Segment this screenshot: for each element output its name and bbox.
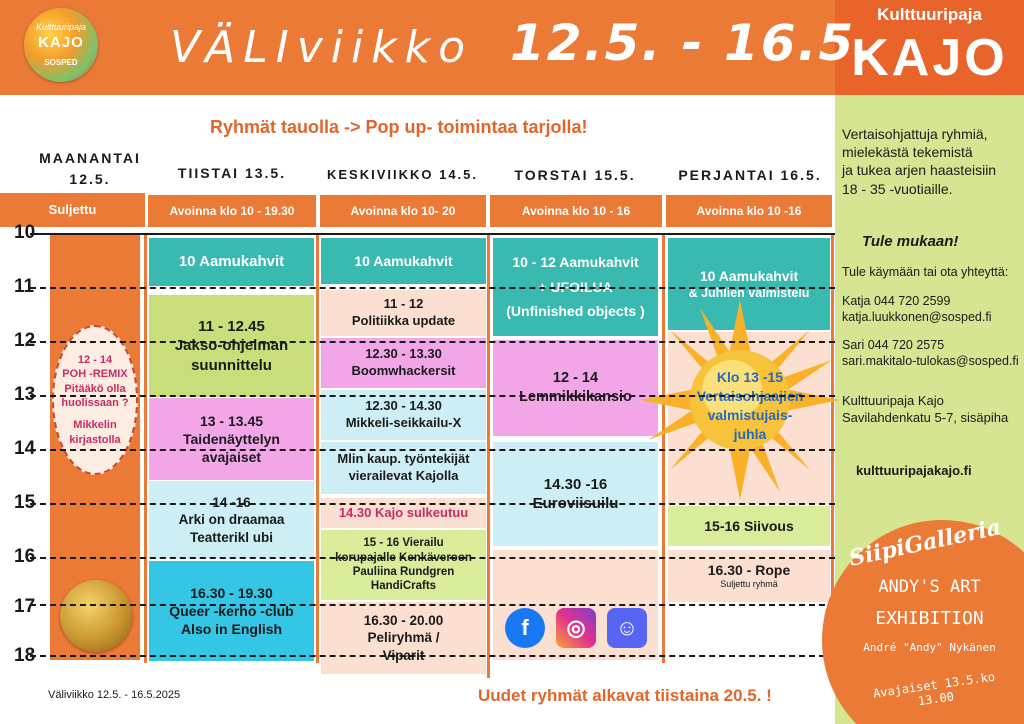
- event-tue-jakso: [149, 295, 314, 397]
- hour-line: [30, 287, 835, 289]
- intro-line: 18 - 35 -vuotiaille.: [842, 180, 953, 197]
- hour-line: [30, 395, 835, 397]
- spacer: [54, 410, 136, 418]
- hour-label: 16: [14, 546, 36, 567]
- event-title: Mikkeli-seikkailu-X: [345, 415, 462, 430]
- day-date: 12.5.: [69, 171, 111, 187]
- column-separator: [144, 233, 147, 663]
- event-title: POH -REMIX: [62, 368, 128, 381]
- discord-icon[interactable]: ☺: [607, 608, 647, 648]
- hour-label: 13: [14, 384, 36, 405]
- hour-line: [30, 503, 835, 505]
- gallery-opening: Avajaiset 13.5.ko 13.00: [872, 669, 996, 709]
- column-separator: [316, 233, 319, 663]
- event-tue-taidenayttely: [149, 398, 314, 480]
- event-time: 11 - 12.45: [198, 317, 265, 335]
- hour-label: 15: [14, 492, 36, 513]
- event-title: Teatterikl ubi: [189, 529, 274, 545]
- event-time: 14 -16: [212, 494, 251, 510]
- coin-portrait-icon: [60, 580, 132, 652]
- event-title: 16.30 - Rope: [707, 562, 791, 579]
- hour-line: [30, 233, 835, 235]
- event-time: Klo 13 -15: [716, 369, 784, 385]
- event-title: Also in English: [180, 621, 283, 638]
- gallery-line: EXHIBITION: [875, 608, 984, 629]
- column-separator: [487, 233, 490, 678]
- hour-line: [30, 341, 835, 343]
- event-time: 12 - 14: [552, 370, 599, 387]
- kajo-logo: [24, 8, 98, 82]
- brand-big: KAJO: [851, 29, 1008, 87]
- event-title: HandiCrafts: [370, 580, 437, 593]
- day-header-wednesday: KESKIVIIKKO 14.5.: [326, 167, 479, 182]
- event-time: 11 - 12: [383, 296, 424, 312]
- event-tue-teatteri: [149, 481, 314, 559]
- event-time: 12 - 14: [77, 354, 113, 367]
- hour-line: [30, 655, 835, 657]
- day-name: MAANANTAI: [39, 150, 141, 166]
- event-tue-aamukahvit: 10 Aamukahvit: [149, 238, 314, 286]
- event-title: & Juhlien valmistelu: [688, 285, 810, 300]
- hour-label: 17: [14, 596, 36, 617]
- day-header-thursday: TORSTAI 15.5.: [514, 167, 636, 183]
- logo-line3: SOSPED: [44, 58, 78, 67]
- hour-label: 14: [14, 438, 36, 459]
- event-wed-korupaja: [321, 530, 486, 600]
- event-title: (Unfinished objects ): [506, 303, 645, 320]
- hour-label: 12: [14, 330, 36, 351]
- brand-small: Kulttuuripaja: [877, 5, 982, 24]
- intro-line: Vertaisohjattuja ryhmiä,: [842, 126, 988, 142]
- day-header-tuesday: TIISTAI 13.5.: [177, 165, 287, 181]
- event-title: Peliryhmä /: [367, 630, 440, 646]
- event-thu-euroviisu: [493, 442, 658, 546]
- event-wed-boomwhackers: [321, 338, 486, 388]
- event-title: Mlin kaup. työntekijät: [337, 451, 470, 467]
- page-dates: 12.5. - 16.5.: [510, 14, 877, 72]
- address-line: Savilahdenkatu 5-7, sisäpiha: [842, 409, 1009, 425]
- intro-line: mielekästä tekemistä: [842, 144, 973, 161]
- event-title: valmistujais-: [707, 406, 793, 423]
- address-line: Kulttuuripaja Kajo: [842, 393, 944, 408]
- event-title: Queer -kerho -club: [169, 602, 294, 619]
- contact-1: [842, 293, 992, 326]
- event-mon-poh-remix: [52, 325, 138, 475]
- open-hours-monday: Suljettu: [0, 193, 145, 227]
- website-link[interactable]: kulttuuripajakajo.fi: [856, 463, 972, 478]
- contact-intro: Tule käymään tai ota yhteyttä:: [842, 265, 1009, 279]
- contact-email[interactable]: sari.makitalo-tulokas@sosped.fi: [842, 354, 1019, 369]
- hour-line: [30, 557, 835, 559]
- call-to-action: Tule mukaan!: [862, 233, 959, 250]
- event-title: Taidenäyttelyn: [183, 430, 280, 447]
- event-title: korupajalle Kenkäveroon: [335, 551, 472, 564]
- open-hours-tuesday: Avoinna klo 10 - 19.30: [148, 195, 316, 227]
- event-title: juhla: [733, 425, 767, 442]
- page-title: VÄLIviikko: [170, 22, 474, 73]
- event-thu-lemmikki: [493, 340, 658, 436]
- open-hours-friday: Avoinna klo 10 -16: [666, 195, 832, 227]
- day-header-friday: PERJANTAI 16.5.: [678, 167, 822, 183]
- event-title: avajaiset: [201, 449, 262, 466]
- logo-line1: Kulttuuripaja: [35, 22, 87, 32]
- event-title: Lemmikkikansio: [519, 389, 632, 405]
- event-wed-seikkailu: [321, 390, 486, 440]
- event-time: 12.30 - 13.30: [365, 346, 442, 362]
- event-title: 15 - 16 Vierailu: [363, 537, 444, 550]
- event-wed-peliryhma: [321, 602, 486, 674]
- event-time: 14.30 -16: [543, 475, 608, 493]
- hour-label: 18: [14, 645, 36, 666]
- event-location: Mikkelin: [73, 419, 117, 432]
- hour-label: 11: [14, 276, 35, 297]
- event-wed-sulkeutuu: 14.30 Kajo sulkeutuu: [321, 498, 486, 528]
- event-tue-queer: [149, 561, 314, 661]
- hour-line: [30, 604, 835, 606]
- event-title: Jakso-ohjelman: [174, 337, 289, 355]
- panel-intro: [842, 125, 1022, 198]
- event-wed-aamukahvit: 10 Aamukahvit: [321, 238, 486, 284]
- event-title: 10 Aamukahvit: [699, 267, 799, 284]
- event-time: 12.30 - 14.30: [365, 398, 442, 414]
- intro-line: ja tukea arjen haasteisiin: [842, 162, 997, 179]
- event-title: + UFOILUA: [538, 278, 613, 295]
- event-title: Euroviisuilu: [532, 495, 619, 512]
- contact-phone: Sari 044 720 2575: [842, 338, 945, 352]
- gallery-artist: André "Andy" Nykänen: [863, 641, 996, 654]
- event-title: suunnittelu: [191, 356, 272, 374]
- day-header-monday: [30, 148, 150, 190]
- open-hours-thursday: Avoinna klo 10 - 16: [490, 195, 662, 227]
- footer-announcement: Uudet ryhmät alkavat tiistaina 20.5. !: [478, 686, 772, 705]
- event-time: 13 - 13.45: [199, 412, 264, 429]
- event-fri-juhla: [680, 368, 820, 444]
- event-time: 16.30 - 20.00: [363, 612, 444, 628]
- hour-label: 10: [14, 222, 36, 243]
- event-title: vierailevat Kajolla: [348, 468, 459, 483]
- event-title: Vertaisohjaajien: [696, 387, 804, 404]
- contact-2: [842, 337, 1019, 370]
- event-location: kirjastolla: [69, 433, 121, 446]
- event-title: Viparit: [382, 647, 425, 663]
- event-title: Arki on draamaa: [178, 512, 285, 528]
- event-fri-siivous: 15-16 Siivous: [668, 506, 830, 546]
- contact-phone: Katja 044 720 2599: [842, 294, 951, 308]
- event-wed-politiikka: [321, 290, 486, 336]
- facebook-icon[interactable]: f: [505, 608, 545, 648]
- open-hours-wednesday: Avoinna klo 10- 20: [320, 195, 486, 227]
- footer-date: Väliviikko 12.5. - 16.5.2025: [48, 689, 181, 701]
- event-title: Pitääkö olla: [64, 382, 126, 395]
- event-note: Suljettu ryhmä: [720, 579, 778, 590]
- event-title: Boomwhackersit: [351, 363, 456, 378]
- event-time: 16.30 - 19.30: [190, 584, 273, 601]
- subtitle: Ryhmät tauolla -> Pop up- toimintaa tarjolla!: [210, 117, 588, 137]
- hour-line: [30, 449, 835, 451]
- instagram-icon[interactable]: ◎: [556, 608, 596, 648]
- gallery-title: SiipiGalleria: [846, 514, 1004, 572]
- contact-email[interactable]: katja.luukkonen@sosped.fi: [842, 310, 992, 325]
- logo-line2: KAJO: [38, 34, 84, 51]
- event-title: Pauliina Rundgren: [352, 566, 455, 578]
- event-title: huolissaan ?: [61, 397, 129, 409]
- event-title: 10 - 12 Aamukahvit: [512, 254, 639, 271]
- gallery-line: ANDY'S ART: [878, 577, 981, 597]
- event-title: Politiikka update: [351, 313, 456, 328]
- address: [842, 393, 1008, 427]
